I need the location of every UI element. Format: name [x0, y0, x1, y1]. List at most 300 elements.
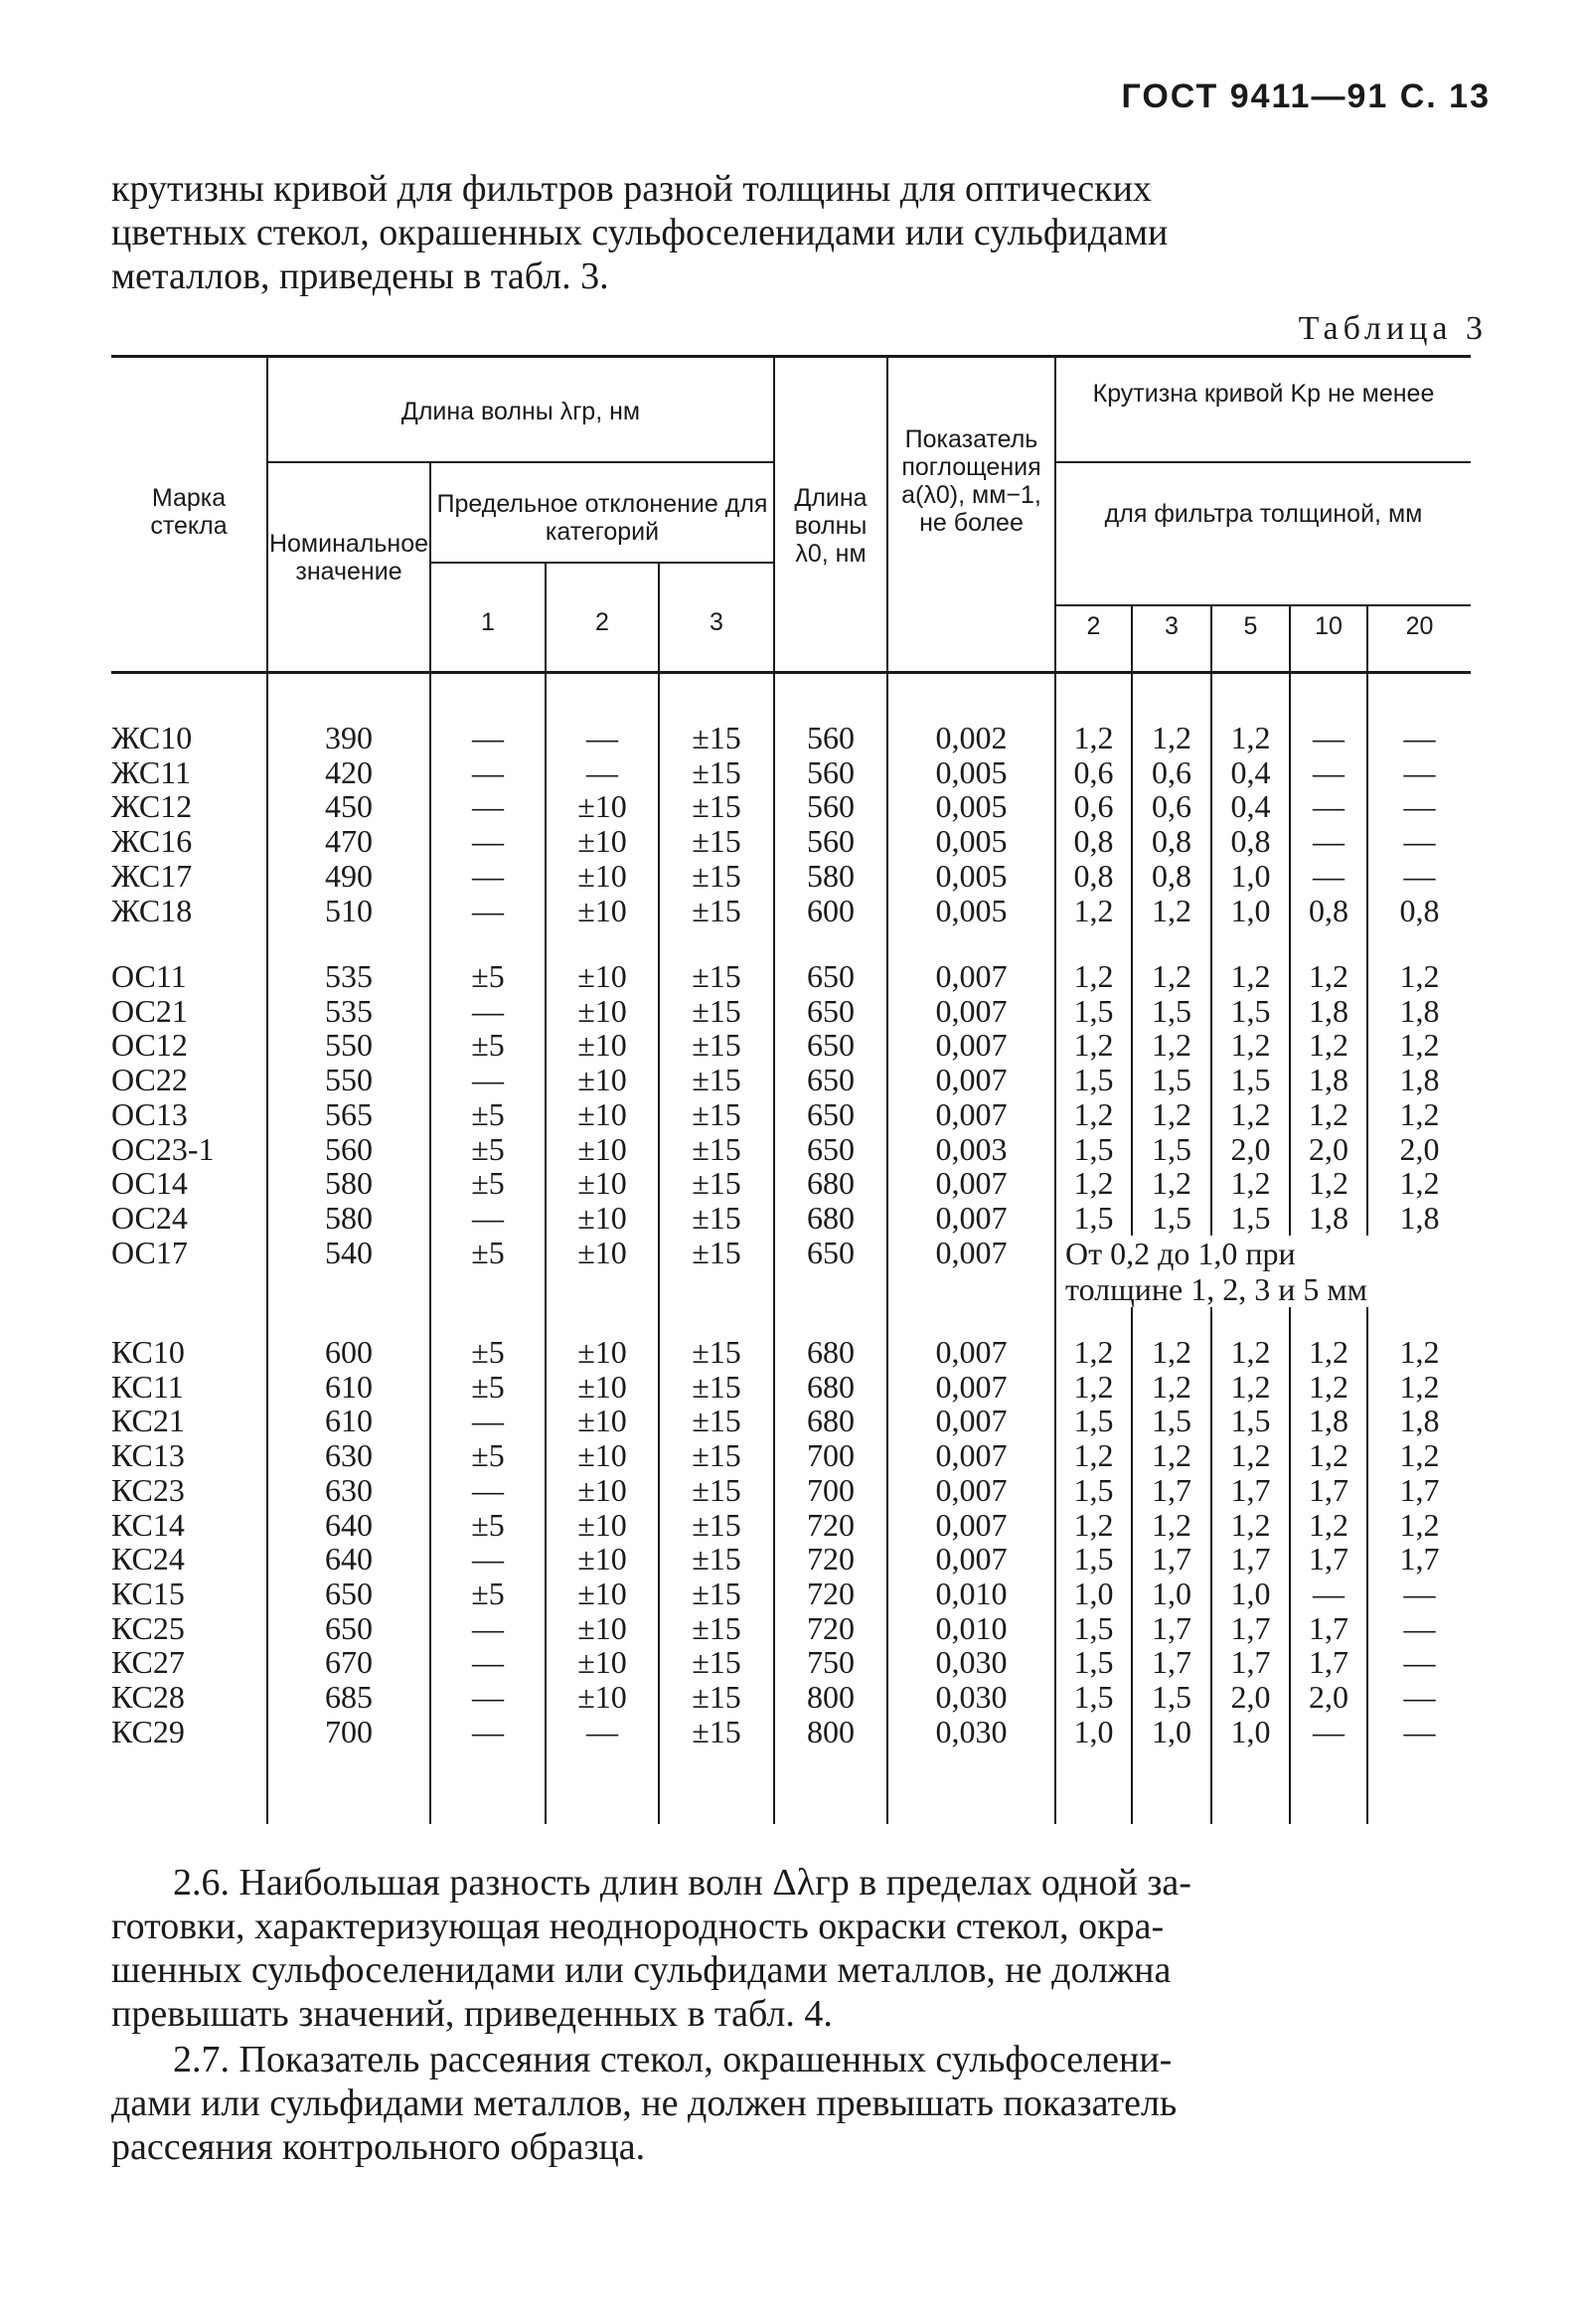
cell-mark: ОС17: [111, 1234, 188, 1270]
cell-k2: 1,2: [1073, 1437, 1114, 1474]
cell-d1: ±5: [471, 1027, 505, 1064]
cell-k5: 1,5: [1230, 992, 1271, 1029]
cell-k2: 1,5: [1073, 1062, 1114, 1098]
cell-k20: 1,2: [1399, 1027, 1440, 1064]
cell-nom: 610: [325, 1403, 373, 1439]
cell-l0: 560: [807, 720, 855, 755]
cell-k20: 0,8: [1399, 892, 1440, 928]
cell-d1: —: [472, 1644, 504, 1681]
cell-k3: 0,6: [1152, 753, 1191, 790]
cell-a: 0,030: [935, 1644, 1008, 1681]
cell-a: 0,007: [935, 1368, 1008, 1405]
cell-k5: 1,7: [1230, 1609, 1271, 1646]
paragraph-line: рассеяния контрольного образца.: [111, 2126, 646, 2168]
cell-k5: 2,0: [1230, 1679, 1271, 1715]
cell-k20: 1,8: [1399, 1199, 1440, 1236]
cell-k20: 1,8: [1399, 992, 1440, 1029]
cell-d2: ±10: [577, 788, 627, 825]
cell-k3: 1,2: [1152, 1095, 1191, 1132]
cell-nom: 650: [325, 1575, 373, 1611]
paragraph-line: превышать значений, приведенных в табл. 4.: [111, 1993, 833, 2035]
cell-d3: ±15: [692, 1368, 741, 1405]
cell-nom: 580: [325, 1199, 373, 1236]
cell-nom: 550: [325, 1027, 373, 1064]
cell-d1: —: [472, 1679, 504, 1715]
cell-k10: 0,8: [1309, 892, 1348, 928]
cell-k3: 1,5: [1152, 992, 1191, 1029]
cell-l0: 650: [807, 1095, 855, 1132]
cell-k3: 1,7: [1152, 1471, 1191, 1508]
cell-k5: 1,7: [1230, 1644, 1271, 1681]
cell-d3: ±15: [692, 857, 741, 894]
cell-d3: ±15: [692, 1437, 741, 1474]
cell-nom: 535: [325, 958, 373, 994]
cell-l0: 700: [807, 1437, 855, 1474]
cell-k10: —: [1313, 1713, 1345, 1749]
cell-nom: 700: [325, 1713, 373, 1749]
cell-d2: —: [586, 720, 618, 755]
cell-a: 0,010: [935, 1609, 1008, 1646]
cell-d3: ±15: [692, 1095, 741, 1132]
cell-d1: ±5: [471, 1437, 505, 1474]
cell-k10: —: [1313, 720, 1345, 755]
paragraph-line: шенных сульфоселенидами или сульфидами металлов, не должна: [111, 1949, 1172, 1991]
cell-k20: 1,7: [1399, 1471, 1440, 1508]
cell-l0: 650: [807, 1130, 855, 1167]
cell-mark: КС27: [111, 1644, 185, 1681]
cell-k2: 0,8: [1073, 823, 1114, 860]
cell-k5: 1,0: [1230, 857, 1271, 894]
cell-k2: 1,5: [1073, 992, 1114, 1029]
cell-k2: 1,5: [1073, 1471, 1114, 1508]
cell-d3: ±15: [692, 1713, 741, 1749]
table-note: толщине 1, 2, 3 и 5 мм: [1065, 1271, 1471, 1307]
cell-k2: 1,2: [1073, 1334, 1114, 1370]
cell-l0: 560: [807, 753, 855, 790]
intro-paragraph: [111, 167, 1473, 298]
cell-d1: ±5: [471, 1234, 505, 1270]
cell-d3: ±15: [692, 1165, 741, 1202]
cell-nom: 600: [325, 1334, 373, 1370]
cell-k20: —: [1403, 720, 1436, 755]
cell-k20: 1,2: [1399, 1506, 1440, 1543]
cell-k3: 1,2: [1152, 1437, 1191, 1474]
header-thickness: для фильтра толщиной, мм: [1104, 500, 1423, 528]
cell-a: 0,007: [935, 1095, 1008, 1132]
cell-k2: 1,2: [1073, 958, 1114, 994]
cell-nom: 450: [325, 788, 373, 825]
cell-k10: 1,2: [1309, 1095, 1348, 1132]
cell-d1: —: [472, 857, 504, 894]
cell-d3: ±15: [692, 1506, 741, 1543]
header-t5: 5: [1243, 612, 1258, 640]
table-caption: Таблица 3: [1298, 310, 1488, 347]
cell-d3: ±15: [692, 1334, 741, 1370]
cell-k5: 1,0: [1230, 1575, 1271, 1611]
cell-k5: 1,5: [1230, 1403, 1271, 1439]
cell-d2: ±10: [577, 1095, 627, 1132]
cell-nom: 420: [325, 753, 373, 790]
cell-a: 0,007: [935, 1403, 1008, 1439]
cell-mark: ОС12: [111, 1027, 188, 1064]
cell-k2: 0,6: [1073, 753, 1114, 790]
cell-a: 0,005: [935, 788, 1008, 825]
cell-a: 0,007: [935, 1334, 1008, 1370]
cell-d2: ±10: [577, 1062, 627, 1098]
cell-nom: 490: [325, 857, 373, 894]
cell-k10: 1,2: [1309, 1334, 1348, 1370]
cell-d2: ±10: [577, 1575, 627, 1611]
cell-l0: 580: [807, 857, 855, 894]
cell-l0: 560: [807, 823, 855, 860]
cell-l0: 680: [807, 1403, 855, 1439]
header-wavelength: Длина волны λгр, нм: [400, 398, 641, 425]
cell-nom: 640: [325, 1506, 373, 1543]
cell-d3: ±15: [692, 788, 741, 825]
cell-k20: —: [1403, 1713, 1436, 1749]
cell-k2: 1,5: [1073, 1541, 1114, 1577]
cell-k5: 0,4: [1230, 753, 1271, 790]
header-rule: [1056, 461, 1471, 463]
cell-k5: 1,5: [1230, 1199, 1271, 1236]
cell-k5: 1,0: [1230, 1713, 1271, 1749]
cell-k2: 1,2: [1073, 1165, 1114, 1202]
cell-l0: 750: [807, 1644, 855, 1681]
cell-a: 0,005: [935, 753, 1008, 790]
cell-k2: 1,5: [1073, 1199, 1114, 1236]
cell-k3: 0,6: [1152, 788, 1191, 825]
cell-l0: 650: [807, 1234, 855, 1270]
cell-mark: КС21: [111, 1403, 185, 1439]
cell-d1: —: [472, 788, 504, 825]
paragraph-line: дами или сульфидами металлов, не должен превышать показатель: [111, 2082, 1178, 2124]
cell-d3: ±15: [692, 992, 741, 1029]
header-absorption: Показатель поглощения a(λ0), мм−1, не более: [901, 425, 1041, 537]
cell-k10: 1,2: [1309, 958, 1348, 994]
cell-l0: 680: [807, 1165, 855, 1202]
cell-mark: КС23: [111, 1471, 185, 1508]
cell-l0: 700: [807, 1471, 855, 1508]
cell-k3: 1,2: [1152, 1368, 1191, 1405]
cell-k3: 1,5: [1152, 1403, 1191, 1439]
cell-d3: ±15: [692, 1062, 741, 1098]
cell-d2: ±10: [577, 1609, 627, 1646]
cell-nom: 565: [325, 1095, 373, 1132]
cell-d3: ±15: [692, 823, 741, 860]
cell-k5: 1,2: [1230, 1334, 1271, 1370]
cell-k5: 1,7: [1230, 1471, 1271, 1508]
cell-k2: 1,2: [1073, 1368, 1114, 1405]
cell-k10: 1,7: [1309, 1541, 1348, 1577]
cell-k20: —: [1403, 1679, 1436, 1715]
cell-a: 0,005: [935, 823, 1008, 860]
cell-mark: КС28: [111, 1679, 185, 1715]
cell-a: 0,007: [935, 1199, 1008, 1236]
cell-l0: 680: [807, 1368, 855, 1405]
header-t3: 3: [1165, 612, 1179, 640]
header-rule: [429, 562, 773, 564]
cell-k5: 1,0: [1230, 892, 1271, 928]
cell-k2: 0,8: [1073, 857, 1114, 894]
cell-mark: КС25: [111, 1609, 185, 1646]
cell-nom: 560: [325, 1130, 373, 1167]
header-mark: Марка стекла: [150, 484, 228, 540]
cell-k10: 1,2: [1309, 1027, 1348, 1064]
cell-d1: —: [472, 1199, 504, 1236]
cell-d3: ±15: [692, 1575, 741, 1611]
cell-d1: ±5: [471, 1095, 505, 1132]
cell-d3: ±15: [692, 1679, 741, 1715]
cell-d3: ±15: [692, 1644, 741, 1681]
cell-k5: 1,2: [1230, 1027, 1271, 1064]
cell-k20: —: [1403, 1644, 1436, 1681]
cell-d3: ±15: [692, 1609, 741, 1646]
cell-k20: —: [1403, 788, 1436, 825]
cell-mark: КС10: [111, 1334, 185, 1370]
cell-d2: ±10: [577, 1679, 627, 1715]
cell-mark: КС11: [111, 1368, 184, 1405]
cell-d2: ±10: [577, 1403, 627, 1439]
cell-nom: 685: [325, 1679, 373, 1715]
cell-k5: 0,4: [1230, 788, 1271, 825]
cell-k10: 1,8: [1309, 1062, 1348, 1098]
cell-a: 0,007: [935, 1471, 1008, 1508]
header-t10: 10: [1315, 612, 1343, 640]
cell-k10: —: [1313, 753, 1345, 790]
cell-k2: 1,5: [1073, 1679, 1114, 1715]
cell-nom: 670: [325, 1644, 373, 1681]
cell-k3: 1,7: [1152, 1644, 1191, 1681]
cell-d2: ±10: [577, 823, 627, 860]
cell-k10: 1,2: [1309, 1165, 1348, 1202]
cell-k20: —: [1403, 857, 1436, 894]
cell-d3: ±15: [692, 1541, 741, 1577]
cell-k3: 1,2: [1152, 1027, 1191, 1064]
cell-d3: ±15: [692, 1199, 741, 1236]
cell-a: 0,030: [935, 1679, 1008, 1715]
paragraph-line: 2.7. Показатель рассеяния стекол, окрашенных сульфоселени-: [173, 2039, 1173, 2080]
cell-l0: 800: [807, 1679, 855, 1715]
cell-d2: ±10: [577, 1130, 627, 1167]
cell-d1: ±5: [471, 1165, 505, 1202]
page-header: ГОСТ 9411—91 С. 13: [1121, 78, 1491, 115]
cell-l0: 680: [807, 1199, 855, 1236]
cell-k2: 1,2: [1073, 1095, 1114, 1132]
cell-nom: 470: [325, 823, 373, 860]
cell-d3: ±15: [692, 1130, 741, 1167]
cell-d2: ±10: [577, 1027, 627, 1064]
cell-nom: 610: [325, 1368, 373, 1405]
cell-d2: —: [586, 1713, 618, 1749]
cell-nom: 580: [325, 1165, 373, 1202]
header-nominal: Номинальное значение: [268, 530, 429, 585]
cell-k20: 2,0: [1399, 1130, 1440, 1167]
paragraph-2-6: [111, 1861, 1473, 2036]
cell-k20: 1,2: [1399, 1368, 1440, 1405]
cell-k2: 1,2: [1073, 1027, 1114, 1064]
cell-k10: —: [1313, 1575, 1345, 1611]
cell-d1: —: [472, 1541, 504, 1577]
cell-k10: 1,8: [1309, 992, 1348, 1029]
cell-k2: 1,5: [1073, 1644, 1114, 1681]
cell-d3: ±15: [692, 1403, 741, 1439]
cell-a: 0,007: [935, 992, 1008, 1029]
cell-mark: КС14: [111, 1506, 185, 1543]
cell-k3: 1,2: [1152, 892, 1191, 928]
cell-d3: ±15: [692, 1471, 741, 1508]
cell-k3: 1,2: [1152, 958, 1191, 994]
cell-mark: ОС24: [111, 1199, 188, 1236]
cell-mark: ОС22: [111, 1062, 188, 1098]
cell-k2: 1,5: [1073, 1609, 1114, 1646]
cell-k3: 1,0: [1152, 1713, 1191, 1749]
cell-k2: 1,5: [1073, 1403, 1114, 1439]
table-top-rule: [111, 355, 1471, 358]
cell-k5: 1,2: [1230, 1437, 1271, 1474]
cell-k2: 1,0: [1073, 1713, 1114, 1749]
cell-k3: 1,2: [1152, 1165, 1191, 1202]
cell-k20: 1,7: [1399, 1541, 1440, 1577]
cell-nom: 630: [325, 1471, 373, 1508]
cell-mark: КС29: [111, 1713, 185, 1749]
cell-mark: ЖС12: [111, 788, 193, 825]
header-cat1: 1: [481, 608, 495, 636]
cell-mark: КС13: [111, 1437, 185, 1474]
cell-d2: ±10: [577, 1368, 627, 1405]
table-note: От 0,2 до 1,0 при: [1065, 1236, 1471, 1271]
cell-k2: 1,2: [1073, 720, 1114, 755]
cell-k3: 1,2: [1152, 1506, 1191, 1543]
cell-a: 0,005: [935, 857, 1008, 894]
cell-k3: 1,5: [1152, 1062, 1191, 1098]
cell-k5: 2,0: [1230, 1130, 1271, 1167]
cell-k20: —: [1403, 823, 1436, 860]
cell-d1: —: [472, 753, 504, 790]
cell-mark: ЖС11: [111, 753, 192, 790]
cell-k3: 1,5: [1152, 1679, 1191, 1715]
cell-d1: —: [472, 823, 504, 860]
paragraph-line: готовки, характеризующая неоднородность окраски стекол, окра-: [111, 1906, 1165, 1947]
cell-l0: 650: [807, 1027, 855, 1064]
cell-d1: —: [472, 1609, 504, 1646]
cell-a: 0,007: [935, 1506, 1008, 1543]
cell-d2: ±10: [577, 892, 627, 928]
cell-a: 0,002: [935, 720, 1008, 755]
cell-l0: 650: [807, 1062, 855, 1098]
cell-d3: ±15: [692, 720, 741, 755]
paragraph-2-7: [111, 2038, 1473, 2169]
cell-k5: 1,2: [1230, 720, 1271, 755]
cell-k10: —: [1313, 788, 1345, 825]
cell-a: 0,007: [935, 1234, 1008, 1270]
cell-mark: ОС14: [111, 1165, 188, 1202]
cell-d2: ±10: [577, 1541, 627, 1577]
cell-k5: 1,2: [1230, 958, 1271, 994]
cell-k2: 1,0: [1073, 1575, 1114, 1611]
cell-k2: 0,6: [1073, 788, 1114, 825]
cell-k3: 1,7: [1152, 1541, 1191, 1577]
cell-k2: 1,2: [1073, 1506, 1114, 1543]
cell-l0: 800: [807, 1713, 855, 1749]
cell-k5: 1,5: [1230, 1062, 1271, 1098]
cell-d2: ±10: [577, 1471, 627, 1508]
header-t2: 2: [1086, 612, 1101, 640]
cell-d2: —: [586, 753, 618, 790]
intro-line: металлов, приведены в табл. 3.: [111, 255, 609, 297]
cell-k10: 1,2: [1309, 1368, 1348, 1405]
header-rule: [1056, 604, 1471, 606]
paragraph-line: 2.6. Наибольшая разность длин волн Δλгр в пределах одной за-: [173, 1862, 1191, 1904]
cell-d3: ±15: [692, 753, 741, 790]
header-cat3: 3: [710, 608, 723, 636]
cell-d2: ±10: [577, 1506, 627, 1543]
cell-l0: 720: [807, 1541, 855, 1577]
cell-l0: 720: [807, 1609, 855, 1646]
cell-k5: 0,8: [1230, 823, 1271, 860]
cell-a: 0,007: [935, 958, 1008, 994]
cell-k3: 0,8: [1152, 857, 1191, 894]
cell-k20: —: [1403, 753, 1436, 790]
cell-k3: 1,5: [1152, 1130, 1191, 1167]
cell-d2: ±10: [577, 1199, 627, 1236]
cell-nom: 550: [325, 1062, 373, 1098]
cell-mark: ЖС10: [111, 720, 193, 755]
cell-k5: 1,2: [1230, 1506, 1271, 1543]
cell-mark: КС24: [111, 1541, 185, 1577]
cell-k10: 1,7: [1309, 1644, 1348, 1681]
cell-d1: ±5: [471, 1130, 505, 1167]
cell-nom: 640: [325, 1541, 373, 1577]
cell-k3: 1,7: [1152, 1609, 1191, 1646]
cell-d1: —: [472, 1403, 504, 1439]
cell-d1: —: [472, 992, 504, 1029]
cell-d2: ±10: [577, 1644, 627, 1681]
cell-k10: 1,7: [1309, 1471, 1348, 1508]
cell-mark: ОС23-1: [111, 1130, 215, 1167]
cell-k2: 1,5: [1073, 1130, 1114, 1167]
cell-d1: —: [472, 1713, 504, 1749]
cell-d1: ±5: [471, 1575, 505, 1611]
cell-mark: ЖС17: [111, 857, 193, 894]
cell-k10: —: [1313, 823, 1345, 860]
cell-nom: 540: [325, 1234, 373, 1270]
cell-k20: 1,2: [1399, 1165, 1440, 1202]
cell-k3: 1,5: [1152, 1199, 1191, 1236]
cell-mark: ЖС16: [111, 823, 193, 860]
cell-k10: 1,8: [1309, 1199, 1348, 1236]
cell-mark: ОС11: [111, 958, 187, 994]
cell-d2: ±10: [577, 1165, 627, 1202]
cell-a: 0,007: [935, 1541, 1008, 1577]
cell-k5: 1,7: [1230, 1541, 1271, 1577]
cell-d1: ±5: [471, 958, 505, 994]
cell-d3: ±15: [692, 1027, 741, 1064]
cell-k10: 1,2: [1309, 1437, 1348, 1474]
cell-k10: 2,0: [1309, 1679, 1348, 1715]
cell-k10: —: [1313, 857, 1345, 894]
cell-d3: ±15: [692, 1234, 741, 1270]
header-bottom-rule: [111, 671, 1471, 674]
cell-a: 0,030: [935, 1713, 1008, 1749]
cell-l0: 680: [807, 1334, 855, 1370]
cell-d3: ±15: [692, 892, 741, 928]
cell-d2: ±10: [577, 1234, 627, 1270]
cell-nom: 650: [325, 1609, 373, 1646]
cell-k10: 2,0: [1309, 1130, 1348, 1167]
cell-k20: —: [1403, 1609, 1436, 1646]
cell-k20: 1,8: [1399, 1062, 1440, 1098]
cell-d1: —: [472, 892, 504, 928]
